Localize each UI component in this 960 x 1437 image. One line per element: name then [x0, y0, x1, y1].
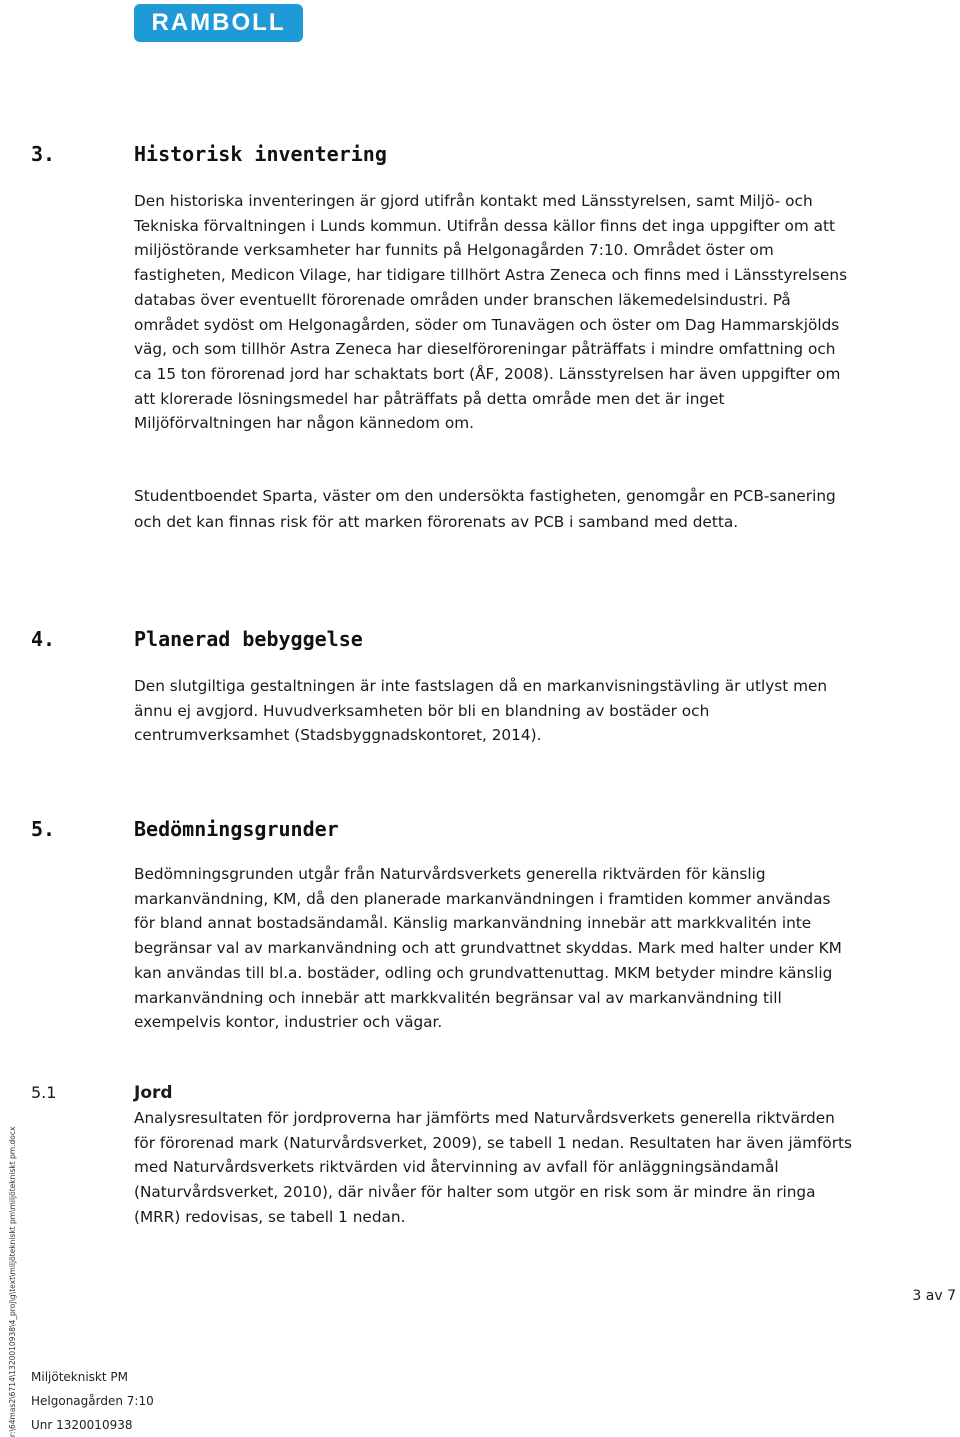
subsection-paragraph: Analysresultaten för jordproverna har jämförts med Naturvårdsverkets generella riktvärden för förorenad mark (Naturvårdsverket, 2009), se tabell 1 nedan. Resultaten har även jämförts med Naturvårdsverkets riktvärden vid återvinning av avfall för anläggningsändamål (Naturvårdsverket, 2010), där nivåer för halter som utgör en risk som är mindre än ringa (MRR) redovisas, se tabell 1 nedan. [134, 1109, 853, 1226]
section-3-paragraph-2: Studentboendet Sparta, väster om den undersökta fastigheten, genomgår en PCB-sanering och det kan finnas risk för att marken förorenats av PCB i samband med detta. [134, 487, 836, 531]
logo-text: RAMBOLL [151, 9, 286, 36]
section-5-paragraph: Bedömningsgrunden utgår från Naturvårdsverkets generella riktvärden för känslig markanvändning, KM, då den planerade markanvändningen i framtiden kommer användas för bland annat bostadsändamål. Känslig markanvändning innebär att markkvalitén inte begränsar val av markanvändning och att grundvattnet skyddas. Mark med halter under KM kan användas till bl.a. bostäder, odling och grundvattenuttag. MKM betyder mindre känslig markanvändning och innebär att markkvalitén begränsar val av markanvändning till exempelvis kontor, industrier och vägar. [134, 865, 842, 1032]
section-title: Historisk inventering [134, 142, 387, 166]
section-number: 4. [31, 627, 56, 651]
page-number: 3 av 7 [912, 1288, 956, 1304]
footer-property: Helgonagården 7:10 [31, 1394, 154, 1408]
section-4-paragraph: Den slutgiltiga gestaltningen är inte fastslagen då en markanvisningstävling är utlyst men ännu ej avgjord. Huvudverksamheten bör bli en blandning av bostäder och centrumverksamhet (Stadsbyggnadskontoret, 2014). [134, 677, 828, 745]
ramboll-logo [134, 4, 303, 42]
file-path-sidebar: r:\64mas2\6714\1320010938\4_proj\g\text\miljötekniskt pm\miljötekniskt pm.docx [8, 1126, 17, 1437]
section-title: Bedömningsgrunder [134, 817, 339, 841]
section-3-paragraph-1: Den historiska inventeringen är gjord utifrån kontakt med Länsstyrelsen, samt Miljö- och Tekniska förvaltningen i Lunds kommun. Utifrån dessa källor finns det inga uppgifter om att miljöstörande verksamheter har funnits på Helgonagården 7:10. Området öster om fastigheten, Medicon Vilage, har tidigare tillhört Astra Zeneca och finns med i Länsstyrelsens databas över eventuellt förorenade områden under branschen läkemedelsindustri. På området sydöst om Helgonagården, söder om Tunavägen och öster om Dag Hammarskjölds väg, och som tillhör Astra Zeneca har dieselföroreningar påträffats i mindre omfattning och ca 15 ton förorenad jord har schaktats bort (ÅF, 2008). Länsstyrelsen har även uppgifter om att klorerade lösningsmedel har påträffats på detta område men det är inget Miljöförvaltningen har någon kännedom om. [134, 192, 848, 433]
footer-unr: Unr 1320010938 [31, 1418, 133, 1432]
subsection-title: Jord [134, 1083, 173, 1103]
section-title: Planerad bebyggelse [134, 627, 363, 651]
section-number: 5. [31, 817, 56, 841]
subsection-number: 5.1 [31, 1083, 57, 1102]
section-number: 3. [31, 142, 56, 166]
footer-document-title: Miljötekniskt PM [31, 1370, 128, 1384]
